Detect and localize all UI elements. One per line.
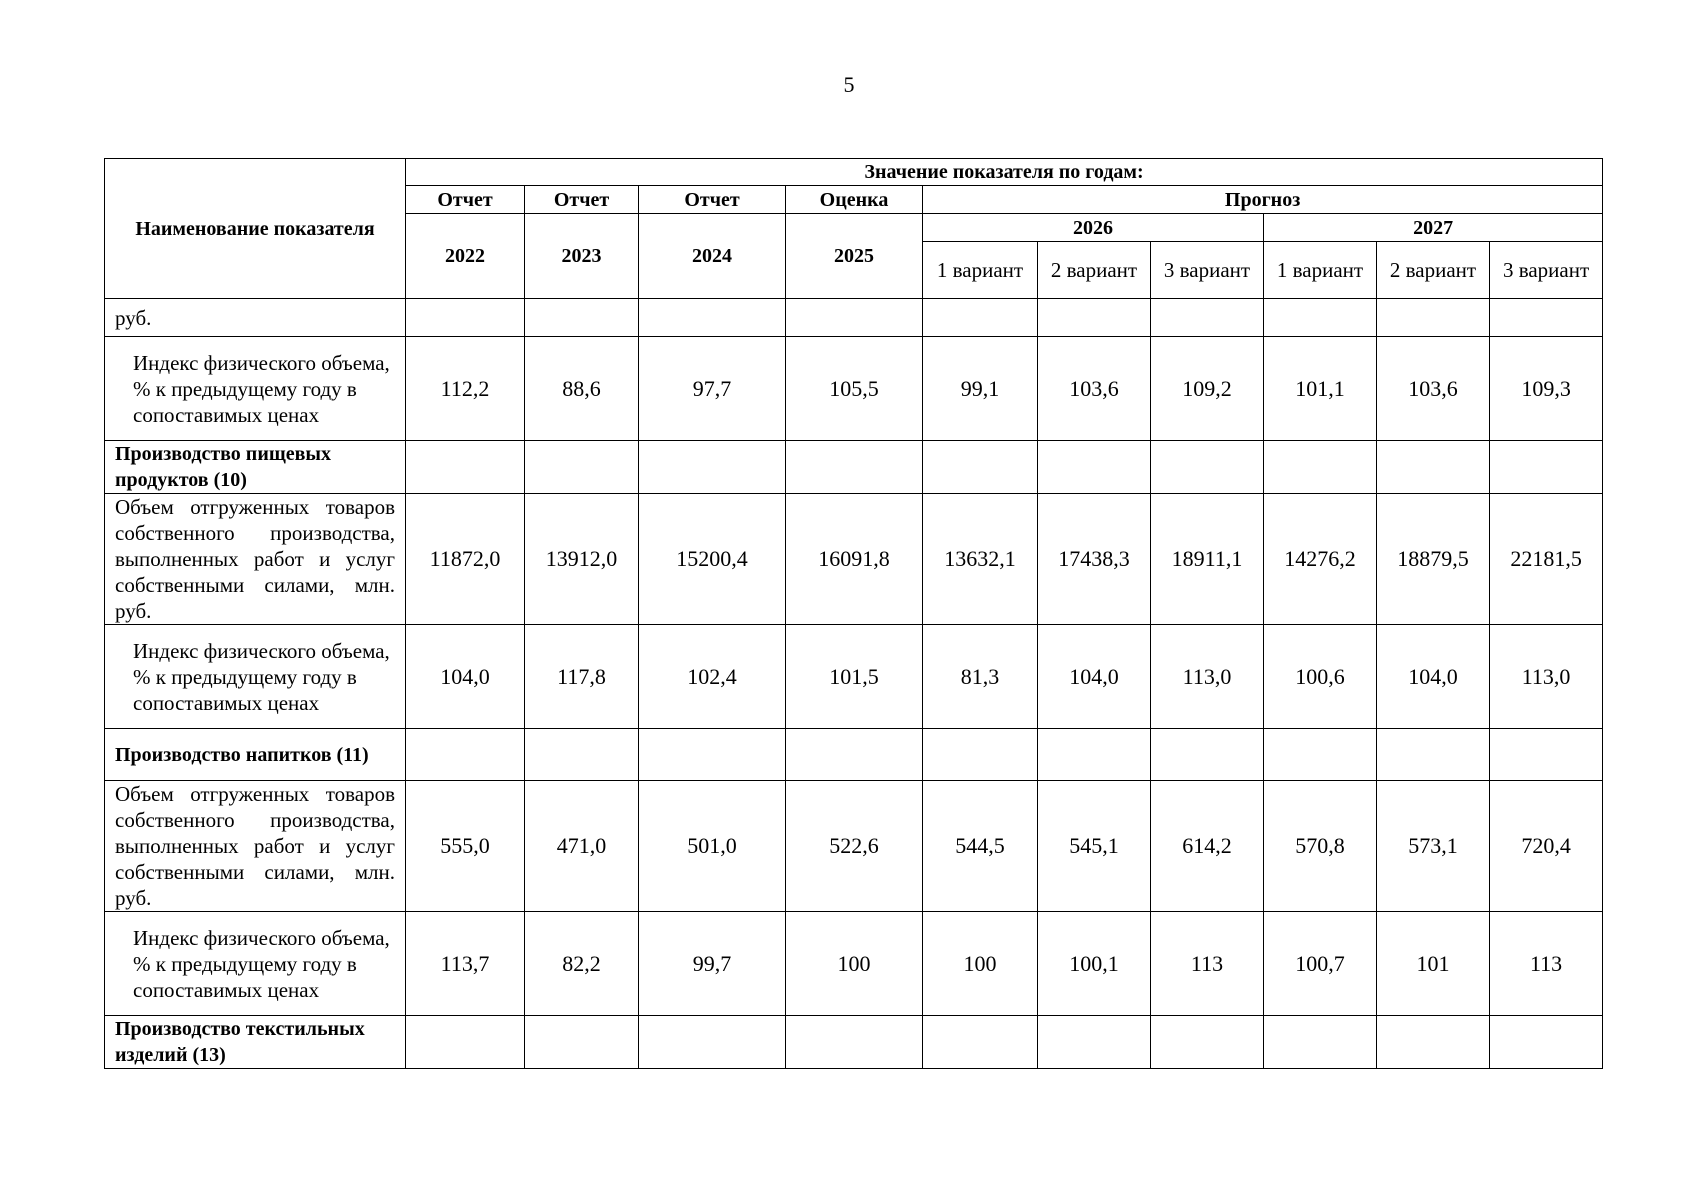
header-group-title: Значение показателя по годам: [406,159,1603,186]
header-year-2023: 2023 [525,214,639,299]
value-cell [923,1016,1038,1069]
value-cell [525,299,639,337]
table-row [105,1016,1603,1069]
value-cell [1264,441,1377,494]
value-cell [525,1016,639,1069]
value-cell: 13632,1 [923,494,1038,625]
header-year-2025: 2025 [786,214,923,299]
value-cell [406,1016,525,1069]
value-cell: 104,0 [1377,625,1490,729]
header-kind-2023: Отчет [525,186,639,214]
value-cell: 11872,0 [406,494,525,625]
page-number: 5 [843,72,855,97]
value-cell: 103,6 [1038,337,1151,441]
value-cell [525,441,639,494]
value-cell: 109,2 [1151,337,1264,441]
value-cell: 501,0 [639,781,786,912]
table-row [105,625,1603,729]
table-header [105,159,1603,299]
value-cell: 100,6 [1264,625,1377,729]
header-kind-2022: Отчет [406,186,525,214]
value-cell [639,441,786,494]
value-cell [1264,299,1377,337]
value-cell [786,1016,923,1069]
value-cell: 16091,8 [786,494,923,625]
header-forecast: Прогноз [923,186,1603,214]
value-cell [1264,729,1377,781]
value-cell: 544,5 [923,781,1038,912]
value-cell: 570,8 [1264,781,1377,912]
value-cell: 113 [1490,912,1603,1016]
value-cell: 471,0 [525,781,639,912]
header-forecast-year-2027: 2027 [1264,214,1603,242]
value-cell: 113,0 [1490,625,1603,729]
header-variant: 3 вариант [1151,242,1264,299]
value-cell [923,299,1038,337]
value-cell [923,729,1038,781]
value-cell: 100,7 [1264,912,1377,1016]
value-cell: 112,2 [406,337,525,441]
value-cell [1490,1016,1603,1069]
value-cell: 82,2 [525,912,639,1016]
value-cell: 614,2 [1151,781,1264,912]
value-cell: 15200,4 [639,494,786,625]
value-cell [1151,441,1264,494]
section-heading: Производство пищевых продуктов (10) [105,441,406,494]
value-cell [1377,441,1490,494]
header-year-2022: 2022 [406,214,525,299]
indicator-name: Индекс физического объема, % к предыдущему году в сопоставимых ценах [105,912,406,1016]
table-row [105,299,1603,337]
value-cell [1377,299,1490,337]
value-cell [1377,1016,1490,1069]
value-cell: 545,1 [1038,781,1151,912]
header-kind-2024: Отчет [639,186,786,214]
value-cell: 101,5 [786,625,923,729]
value-cell [1151,729,1264,781]
value-cell [923,441,1038,494]
value-cell: 104,0 [1038,625,1151,729]
table-row [105,729,1603,781]
value-cell [639,1016,786,1069]
indicators-table [104,158,1603,1069]
value-cell: 113,7 [406,912,525,1016]
value-cell [1151,1016,1264,1069]
header-year-2024: 2024 [639,214,786,299]
value-cell: 100 [786,912,923,1016]
value-cell: 88,6 [525,337,639,441]
value-cell [639,729,786,781]
value-cell [406,441,525,494]
indicator-name: Объем отгруженных товаров собственного производства, выполненных работ и услуг собственными силами, млн. руб. [105,494,406,625]
value-cell: 22181,5 [1490,494,1603,625]
value-cell [639,299,786,337]
value-cell [1264,1016,1377,1069]
value-cell: 17438,3 [1038,494,1151,625]
value-cell: 101 [1377,912,1490,1016]
value-cell: 13912,0 [525,494,639,625]
header-variant: 2 вариант [1377,242,1490,299]
value-cell [1377,729,1490,781]
header-forecast-year-2026: 2026 [923,214,1264,242]
value-cell: 100,1 [1038,912,1151,1016]
value-cell: 573,1 [1377,781,1490,912]
header-variant: 2 вариант [1038,242,1151,299]
value-cell: 18911,1 [1151,494,1264,625]
value-cell [1038,729,1151,781]
value-cell [525,729,639,781]
value-cell: 97,7 [639,337,786,441]
table-row [105,912,1603,1016]
value-cell: 18879,5 [1377,494,1490,625]
value-cell: 104,0 [406,625,525,729]
value-cell: 81,3 [923,625,1038,729]
value-cell [1490,729,1603,781]
value-cell [406,729,525,781]
value-cell [406,299,525,337]
table-row [105,441,1603,494]
value-cell: 109,3 [1490,337,1603,441]
table-row [105,781,1603,912]
value-cell [1151,299,1264,337]
value-cell: 101,1 [1264,337,1377,441]
value-cell [1038,441,1151,494]
value-cell: 555,0 [406,781,525,912]
value-cell: 113,0 [1151,625,1264,729]
indicator-name: Объем отгруженных товаров собственного производства, выполненных работ и услуг собственными силами, млн. руб. [105,781,406,912]
indicator-name: Индекс физического объема, % к предыдущему году в сопоставимых ценах [105,625,406,729]
value-cell: 522,6 [786,781,923,912]
value-cell: 117,8 [525,625,639,729]
value-cell: 14276,2 [1264,494,1377,625]
indicator-name: Индекс физического объема, % к предыдущему году в сопоставимых ценах [105,337,406,441]
section-heading: Производство текстильных изделий (13) [105,1016,406,1069]
indicator-name: руб. [105,299,406,337]
value-cell [1038,299,1151,337]
section-heading: Производство напитков (11) [105,729,406,781]
table-row [105,337,1603,441]
value-cell [786,441,923,494]
value-cell [1490,299,1603,337]
header-variant: 3 вариант [1490,242,1603,299]
value-cell: 105,5 [786,337,923,441]
header-variant: 1 вариант [1264,242,1377,299]
table-row [105,494,1603,625]
header-kind-2025: Оценка [786,186,923,214]
value-cell: 99,1 [923,337,1038,441]
value-cell: 113 [1151,912,1264,1016]
value-cell [786,299,923,337]
value-cell: 99,7 [639,912,786,1016]
header-indicator-name: Наименование показателя [105,159,406,299]
header-variant: 1 вариант [923,242,1038,299]
table-body [105,299,1603,1069]
value-cell: 102,4 [639,625,786,729]
value-cell [786,729,923,781]
value-cell: 100 [923,912,1038,1016]
value-cell [1038,1016,1151,1069]
value-cell: 103,6 [1377,337,1490,441]
value-cell: 720,4 [1490,781,1603,912]
value-cell [1490,441,1603,494]
